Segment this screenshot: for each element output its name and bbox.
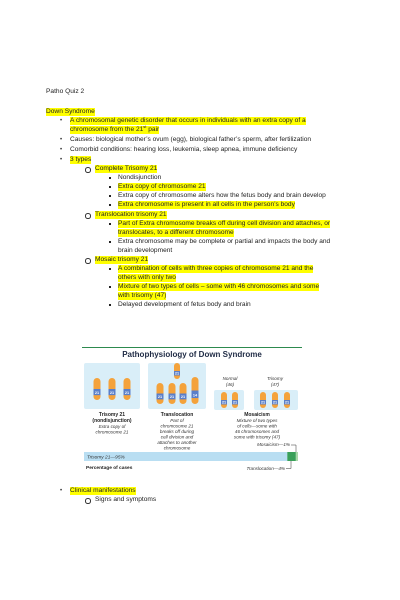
panel-mosaicism-desc-2: of cells—some with [237, 423, 277, 429]
panel-translocation-desc-2: chromosome 21 [160, 423, 194, 429]
mosaic-item-2-line-2: with trisomy (47) [118, 292, 167, 299]
causes-text: Causes: biological mother’s ovum (egg), biological father’s sperm, after fertilization [70, 136, 312, 143]
definition-line-1: A chromosomal genetic disorder that occurs in individuals with an extra copy of a [70, 117, 306, 124]
normal-cell-chromosome-21-2-number: 21 [232, 400, 238, 405]
bar-translocation-label: Translocation—4% [246, 466, 285, 471]
normal-cell-chromosome-21-1-number: 21 [221, 400, 227, 405]
chromosome-14-translocated-number: 14 [192, 393, 198, 398]
trisomy-cell-chromosome-21-3-number: 21 [284, 400, 290, 405]
chromosome-21-copy-1-number: 21 [94, 390, 100, 395]
definition-line-2: chromosome from the 21st pair [70, 123, 160, 133]
type-complete-label: Complete Trisomy 21 [95, 165, 158, 172]
panel-trisomy-heading-1: Trisomy 21 [98, 412, 126, 418]
mosaic-trisomy-label-1: Trisomy [267, 376, 283, 381]
ring-bullet-icon [85, 258, 91, 264]
types-heading: 3 types [70, 156, 92, 163]
document-title: Patho Quiz 2 [46, 88, 85, 95]
square-bullet-icon [109, 286, 111, 288]
square-bullet-icon [109, 186, 111, 188]
mosaic-item-1-line-1: A combination of cells with three copies of chromosome 21 and the [118, 265, 314, 272]
comorbid-text: Comorbid conditions: hearing loss, leukemia, sleep apnea, immune deficiency [70, 146, 298, 153]
panel-mosaicism [214, 376, 298, 440]
bar-trisomy-label: Trisomy 21—95% [87, 455, 125, 461]
translocation-chromosome-21-3-number: 21 [180, 395, 186, 400]
square-bullet-icon [109, 304, 111, 306]
trisomy-cell-chromosome-21-2-number: 21 [272, 400, 278, 405]
trisomy-cell-chromosome-21-2 [272, 392, 278, 408]
mosaic-normal-label-1: Normal [222, 376, 238, 381]
translocation-item-2-line-2: brain development [118, 247, 173, 254]
chromosome-14-translocated [192, 377, 199, 404]
trisomy-cell-chromosome-21-1 [260, 392, 266, 408]
ring-bullet-icon [85, 167, 91, 173]
percentage-bar [84, 442, 298, 471]
normal-cell-chromosome-21-1 [221, 392, 227, 408]
square-bullet-icon [109, 241, 111, 243]
square-bullet-icon [109, 223, 111, 225]
square-bullet-icon [109, 177, 111, 179]
bullet-dot: • [60, 147, 63, 153]
panel-translocation-desc-1: Part of [170, 418, 184, 423]
panel-translocation-desc-6: chromosome [163, 445, 191, 451]
bar-mosaicism-label: Mosaicism—1% [257, 442, 290, 447]
mosaic-item-2-line-1: Mixture of two types of cells – some with 46 chromosomes and some [118, 283, 320, 290]
complete-item-1: Nondisjunction [118, 174, 162, 181]
translocation-item-2-line-1: Extra chromosome may be complete or partial and impacts the body and [118, 238, 331, 245]
translocation-chromosome-21-2-number: 21 [169, 395, 175, 400]
chromosome-21-copy-2-number: 21 [109, 390, 115, 395]
translocation-chromosome-21-1-number: 21 [157, 395, 163, 400]
normal-cell-chromosome-21-2 [232, 392, 238, 408]
chromosome-21-fragment [174, 363, 180, 379]
trisomy-chromosomes [94, 378, 131, 400]
panel-mosaicism-desc-3: 46 chromosomes and [234, 429, 280, 434]
type-mosaic-label: Mosaic trisomy 21 [95, 256, 149, 263]
square-bullet-icon [109, 195, 111, 197]
panel-translocation [148, 363, 206, 451]
complete-item-4: Extra chromosome is present in all cells in the person’s body [118, 201, 295, 208]
panel-mosaicism-desc-4: some with trisomy (47) [233, 434, 281, 440]
mosaic-item-1-line-2: others with only two [118, 274, 176, 281]
trisomy-cell-chromosome-21-1-number: 21 [260, 400, 266, 405]
mosaic-trisomy-label-2: (47) [270, 382, 280, 387]
complete-item-2: Extra copy of chromosome 21 [118, 183, 206, 190]
bar-segment-mosaicism [296, 452, 298, 461]
panel-translocation-desc-4: cell division and [160, 434, 194, 440]
bullet-dot: • [60, 137, 63, 143]
panel-mosaicism-desc-1: Mixture of two types [236, 418, 278, 423]
panel-translocation-heading: Translocation [160, 412, 194, 418]
square-bullet-icon [109, 204, 111, 206]
mosaic-normal-label-2: (46) [225, 382, 235, 387]
chromosome-21-copy-1 [94, 378, 101, 400]
bar-segment-translocation [287, 452, 296, 461]
panel-trisomy [84, 363, 140, 435]
trisomy-cell-chromosome-21-3 [284, 392, 290, 408]
figure-title: Pathophysiology of Down Syndrome [122, 350, 262, 359]
chromosome-21-copy-2 [109, 378, 116, 400]
translocation-chromosome-21-3 [180, 383, 187, 404]
bullet-dot: • [60, 157, 63, 163]
mosaic-item-3: Delayed development of fetus body and brain [118, 301, 251, 308]
ring-bullet-icon [85, 498, 91, 504]
square-bullet-icon [109, 268, 111, 270]
down-syndrome-figure [82, 347, 302, 475]
ring-bullet-icon [85, 213, 91, 219]
chromosome-21-copy-3 [124, 378, 131, 400]
type-translocation-label: Translocation trisomy 21 [95, 211, 167, 218]
mosaic-normal-bg [214, 390, 244, 410]
translocation-chromosome-21-1 [157, 383, 164, 404]
panel-trisomy-desc-2: chromosome 21 [95, 429, 129, 435]
translocation-item-1-line-2: translocates, to a different chromosome [118, 229, 234, 236]
complete-item-3: Extra copy of chromosome alters how the fetus body and brain develop [118, 192, 326, 199]
bar-axis-label: Percentage of cases [86, 466, 133, 471]
translocation-item-1-line-1: Part of Extra chromosome breaks off during cell division and attaches, or [118, 220, 331, 227]
panel-translocation-desc-5: attaches to another [157, 440, 197, 445]
bullet-dot: • [60, 488, 63, 494]
panel-trisomy-desc-1: Extra copy of [98, 424, 126, 429]
bullet-dot: • [60, 118, 63, 124]
translocation-chromosome-21-2 [169, 383, 176, 404]
section-heading: Down Syndrome [46, 108, 95, 115]
panel-mosaicism-heading: Mosaicism [244, 412, 270, 418]
panel-translocation-desc-3: breaks off during [159, 429, 195, 434]
chromosome-21-copy-3-number: 21 [124, 390, 130, 395]
signs-symptoms-text: Signs and symptoms [95, 496, 157, 503]
clinical-manifestations-heading: Clinical manifestations [70, 487, 136, 494]
chromosome-21-fragment-number: 21 [174, 371, 180, 376]
panel-trisomy-heading-2: (nondisjunction) [92, 418, 132, 424]
